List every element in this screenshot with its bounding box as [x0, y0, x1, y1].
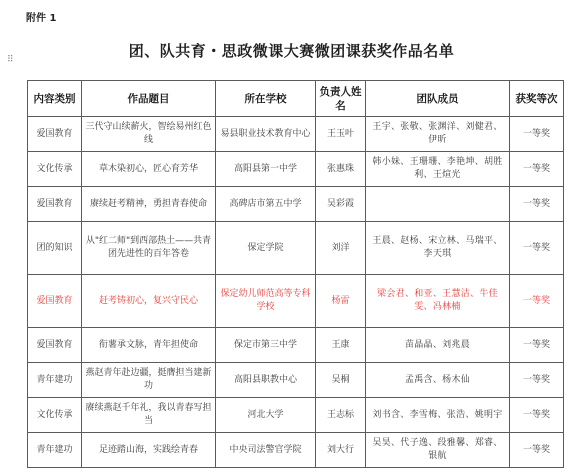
table-row [28, 152, 564, 187]
header-title: 作品题目 [82, 81, 216, 117]
cell-school: 保定学院 [216, 222, 316, 275]
table-row [28, 398, 564, 433]
cell-title: 三代守山续薪火，智绘易州红色线 [82, 117, 216, 152]
awards-table [27, 80, 564, 468]
table-body [28, 117, 564, 468]
table-row [28, 275, 564, 328]
cell-leader: 吴彩霞 [316, 187, 366, 222]
cell-school: 易县职业技术教育中心 [216, 117, 316, 152]
cell-award: 一等奖 [510, 433, 564, 468]
cell-school: 高阳县第一中学 [216, 152, 316, 187]
table-header-row [28, 81, 564, 117]
cell-leader: 王玉叶 [316, 117, 366, 152]
cell-award: 一等奖 [510, 222, 564, 275]
cell-leader: 吴桐 [316, 363, 366, 398]
cell-members [366, 187, 510, 222]
cell-title: 赶考铸初心，复兴守民心 [82, 275, 216, 328]
cell-members: 王晨、赵杨、宋立林、马瑞平、李天琪 [366, 222, 510, 275]
cell-title: 草木染初心，匠心育芳华 [82, 152, 216, 187]
cell-school: 保定市第三中学 [216, 328, 316, 363]
cell-category: 青年建功 [28, 363, 82, 398]
cell-title: 赓续赶考精神，勇担青春使命 [82, 187, 216, 222]
cell-award: 一等奖 [510, 398, 564, 433]
cell-school: 保定幼儿师范高等专科学校 [216, 275, 316, 328]
cell-award: 一等奖 [510, 328, 564, 363]
attachment-label: 附件 1 [26, 13, 57, 24]
cell-leader: 刘洋 [316, 222, 366, 275]
table-row [28, 433, 564, 468]
table-row [28, 222, 564, 275]
header-category: 内容类别 [28, 81, 82, 117]
cell-school: 高阳县职教中心 [216, 363, 316, 398]
drag-handle-icon[interactable]: ⠿ [7, 55, 14, 65]
header-award: 获奖等次 [510, 81, 564, 117]
cell-category: 爱国教育 [28, 117, 82, 152]
cell-leader: 王志标 [316, 398, 366, 433]
cell-award: 一等奖 [510, 187, 564, 222]
cell-school: 河北大学 [216, 398, 316, 433]
cell-category: 文化传承 [28, 398, 82, 433]
cell-title: 足迹踏山海，实践绘青春 [82, 433, 216, 468]
header-members: 团队成员 [366, 81, 510, 117]
cell-award: 一等奖 [510, 117, 564, 152]
cell-title: 衔薯承文脉，青年担使命 [82, 328, 216, 363]
cell-members: 韩小妹、王珊珊、李艳坤、胡胜利、王煊光 [366, 152, 510, 187]
cell-title: 燕赵青年赴边疆，挺膺担当建新功 [82, 363, 216, 398]
cell-members: 孟禹含、杨木仙 [366, 363, 510, 398]
table-row [28, 363, 564, 398]
cell-award: 一等奖 [510, 275, 564, 328]
cell-category: 爱国教育 [28, 187, 82, 222]
cell-school: 高碑店市第五中学 [216, 187, 316, 222]
table-row [28, 117, 564, 152]
cell-leader: 张惠珠 [316, 152, 366, 187]
cell-category: 青年建功 [28, 433, 82, 468]
cell-category: 文化传承 [28, 152, 82, 187]
cell-title: 赓续燕赵千年礼，我以青春写担当 [82, 398, 216, 433]
cell-title: 从"红二师"到西部热土——共青团先进性的百年答卷 [82, 222, 216, 275]
cell-school: 中央司法警官学院 [216, 433, 316, 468]
cell-leader: 刘大行 [316, 433, 366, 468]
cell-members: 刘书含、李雪梅、张浩、姚明宇 [366, 398, 510, 433]
cell-members: 苗晶晶、刘兆晨 [366, 328, 510, 363]
table-row [28, 328, 564, 363]
cell-category: 团的知识 [28, 222, 82, 275]
cell-leader: 杨雷 [316, 275, 366, 328]
cell-leader: 王康 [316, 328, 366, 363]
header-school: 所在学校 [216, 81, 316, 117]
document-title: 团、队共育・思政微课大赛微团课获奖作品名单 [128, 42, 455, 60]
cell-category: 爱国教育 [28, 275, 82, 328]
cell-members: 王宇、张敬、张渊洋、刘健君、伊昕 [366, 117, 510, 152]
cell-members: 吴昊、代子逸、段雅馨、郑睿、银航 [366, 433, 510, 468]
table-row [28, 187, 564, 222]
header-leader: 负责人姓名 [316, 81, 366, 117]
cell-award: 一等奖 [510, 152, 564, 187]
cell-members: 梁会君、和亚、王慧洁、牛佳雯、冯林楠 [366, 275, 510, 328]
cell-award: 一等奖 [510, 363, 564, 398]
cell-category: 爱国教育 [28, 328, 82, 363]
